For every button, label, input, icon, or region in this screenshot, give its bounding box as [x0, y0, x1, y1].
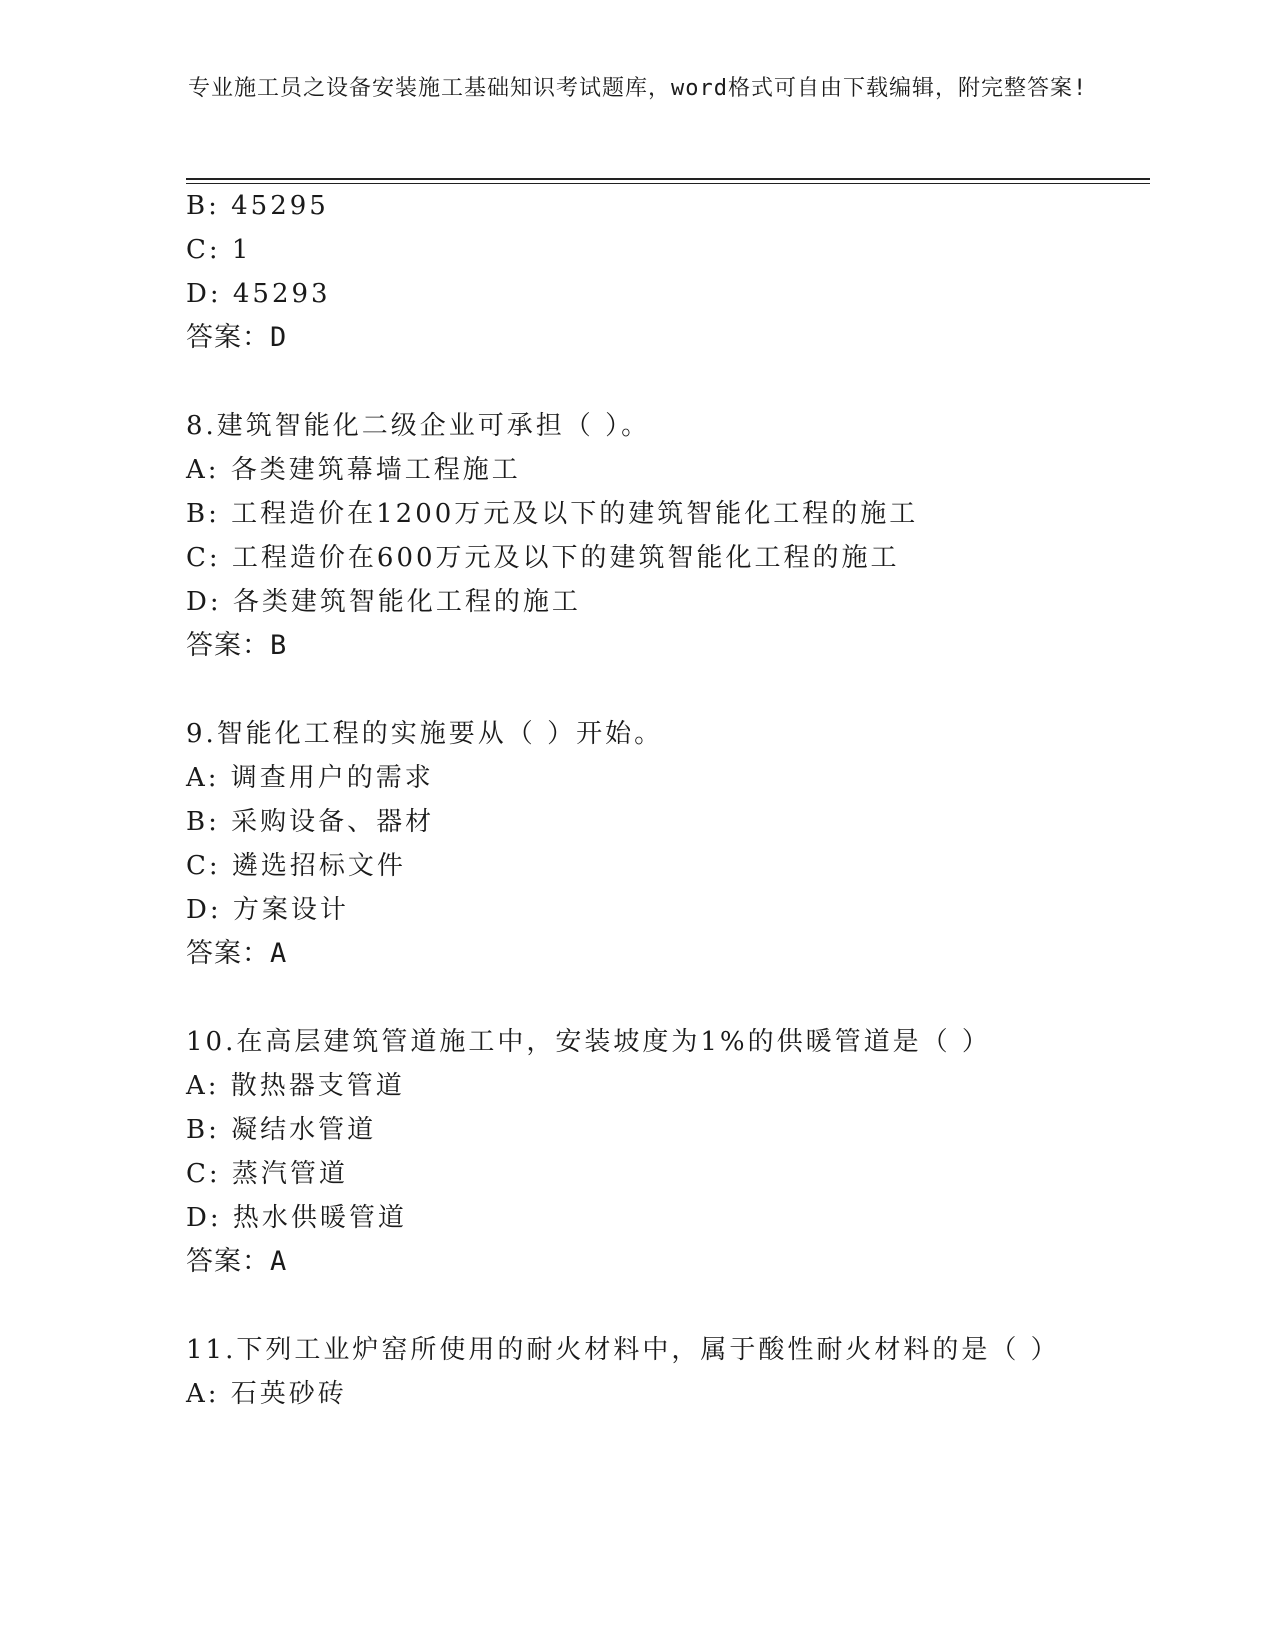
- option-d: D: 各类建筑智能化工程的施工: [186, 587, 581, 617]
- question-8: 8.建筑智能化二级企业可承担（ ）。: [186, 411, 651, 441]
- answer: 答案：D: [186, 322, 288, 353]
- answer: 答案：A: [186, 938, 288, 969]
- option-a: A: 散热器支管道: [186, 1071, 405, 1101]
- document-header: 专业施工员之设备安装施工基础知识考试题库，word格式可自由下载编辑，附完整答案!: [188, 76, 1088, 101]
- option-c: C: 1: [186, 235, 252, 265]
- option-b: B: 采购设备、器材: [186, 807, 435, 837]
- question-10: 10.在高层建筑管道施工中，安装坡度为1%的供暖管道是（ ）: [186, 1027, 991, 1057]
- option-b: B: 45295: [186, 191, 329, 221]
- option-d: D: 45293: [186, 279, 331, 309]
- option-a: A: 调查用户的需求: [186, 763, 434, 793]
- header-divider: [186, 178, 1150, 180]
- header-divider-thin: [186, 183, 1150, 184]
- option-b: B: 工程造价在1200万元及以下的建筑智能化工程的施工: [186, 499, 919, 529]
- answer: 答案：B: [186, 630, 288, 661]
- question-9: 9.智能化工程的实施要从（ ）开始。: [186, 719, 664, 749]
- option-c: C: 工程造价在600万元及以下的建筑智能化工程的施工: [186, 543, 900, 573]
- option-c: C: 蒸汽管道: [186, 1159, 348, 1189]
- option-a: A: 各类建筑幕墙工程施工: [186, 455, 521, 485]
- option-d: D: 热水供暖管道: [186, 1203, 407, 1233]
- option-b: B: 凝结水管道: [186, 1115, 377, 1145]
- option-a: A: 石英砂砖: [186, 1379, 347, 1409]
- question-11: 11.下列工业炉窑所使用的耐火材料中，属于酸性耐火材料的是（ ）: [186, 1335, 1060, 1365]
- option-c: C: 遴选招标文件: [186, 851, 406, 881]
- answer: 答案：A: [186, 1246, 288, 1277]
- option-d: D: 方案设计: [186, 895, 349, 925]
